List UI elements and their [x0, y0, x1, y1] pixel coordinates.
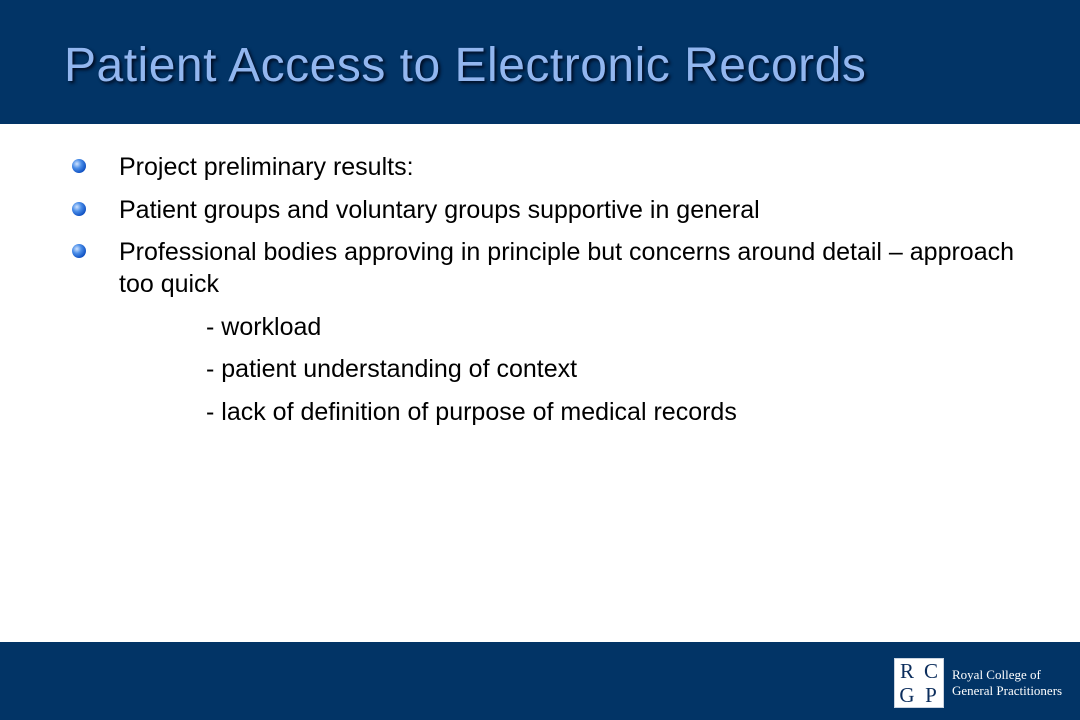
logo-letter: P — [925, 683, 937, 707]
sphere-bullet-icon — [72, 244, 86, 258]
bullet-text: Professional bodies approving in principle but concerns around detail – approach too quick — [119, 238, 1015, 298]
logo-line: General Practitioners — [952, 683, 1063, 698]
bullet-text: Project preliminary results: — [119, 153, 414, 181]
rcgp-logo-mark — [894, 658, 944, 708]
sphere-bullet-icon — [72, 159, 86, 173]
bullet-item — [119, 194, 1019, 226]
header-band — [0, 0, 1080, 124]
sphere-bullet-icon — [72, 202, 86, 216]
bullet-item — [119, 151, 1019, 183]
logo-letter: G — [899, 683, 915, 707]
sub-point: - patient understanding of context — [206, 355, 578, 383]
sub-point: - lack of definition of purpose of medical records — [206, 398, 737, 426]
slide-content — [0, 124, 1080, 642]
bullet-text: Patient groups and voluntary groups supportive in general — [119, 196, 760, 224]
bullet-item — [119, 236, 1019, 300]
rcgp-logo — [894, 657, 1062, 709]
logo-letter: R — [899, 659, 914, 683]
logo-wordmark — [952, 667, 1062, 699]
footer-band — [0, 642, 1080, 720]
slide-title: Patient Access to Electronic Records — [64, 39, 867, 92]
sub-point: - workload — [206, 313, 322, 341]
logo-letter: C — [923, 659, 938, 683]
logo-line: Royal College of — [952, 667, 1041, 682]
